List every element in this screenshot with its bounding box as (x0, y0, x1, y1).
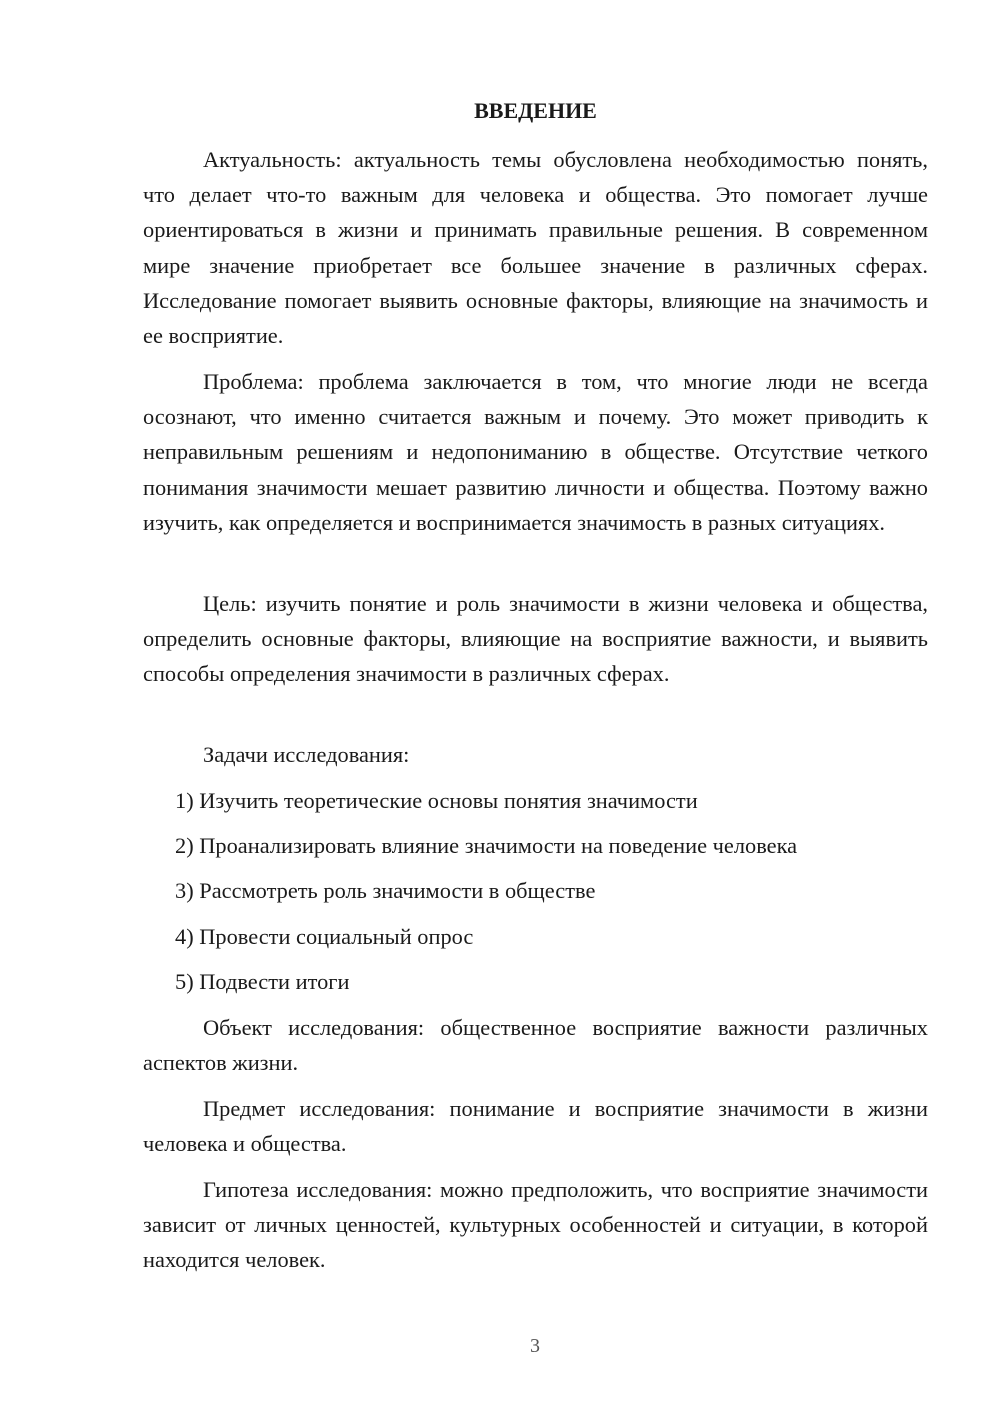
task-list-item: 1) Изучить теоретические основы понятия значимости (175, 788, 698, 813)
task-list-item: 4) Провести социальный опрос (175, 924, 474, 949)
paragraph-goal: Цель: изучить понятие и роль значимости в жизни человека и общества, определить основные факторы, влияющие на восприятие важности, и выявить способы определения значимости в различных сферах. (143, 591, 928, 687)
paragraph-problem: Проблема: проблема заключается в том, что многие люди не всегда осознают, что именно считается важным и почему. Это может приводить к неправильным решениям и недопониманию в обществе. Отсутствие четкого понимания значимости мешает развитию личности и общества. Поэтому важно изучить, как определяется и воспринимается значимость в разных ситуациях. (143, 369, 928, 535)
task-list-item: 2) Проанализировать влияние значимости на поведение человека (175, 833, 798, 858)
page-title: ВВЕДЕНИЕ (474, 98, 597, 123)
paragraph-hypothesis: Гипотеза исследования: можно предположить, что восприятие значимости зависит от личных ценностей, культурных особенностей и ситуации, в которой находится человек. (143, 1177, 928, 1273)
paragraph-object: Объект исследования: общественное восприятие важности различных аспектов жизни. (143, 1015, 928, 1076)
page-number: 3 (530, 1335, 540, 1357)
tasks-heading: Задачи исследования: (203, 742, 410, 767)
paragraph-subject: Предмет исследования: понимание и восприятие значимости в жизни человека и общества. (143, 1096, 928, 1157)
task-list-item: 3) Рассмотреть роль значимости в обществе (175, 878, 596, 903)
task-list-item: 5) Подвести итоги (175, 969, 350, 994)
paragraph-relevance: Актуальность: актуальность темы обусловлена необходимостью понять, что делает что-то важным для человека и общества. Это помогает лучше ориентироваться в жизни и принимать правильные решения. В современном мире значение приобретает все большее значение в различных сферах. Исследование помогает выявить основные факторы, влияющие на значимость и ее восприятие. (143, 147, 928, 349)
